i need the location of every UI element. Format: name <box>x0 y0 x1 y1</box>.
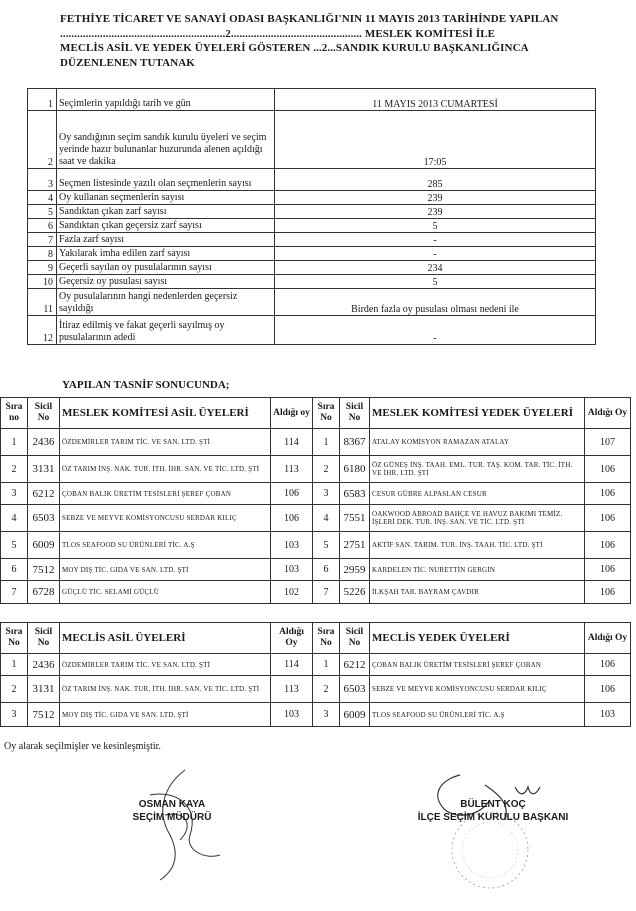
info-row-value: 5 <box>275 219 596 233</box>
row-vote-count: 106 <box>271 505 313 532</box>
election-info-table <box>27 88 596 345</box>
title-line-3: MECLİS ASİL VE YEDEK ÜYELERİ GÖSTEREN ...2...SANDIK KURULU BAŞKANLIĞINCA <box>60 42 529 54</box>
results-header-row <box>1 398 631 429</box>
row-sira: 7 <box>1 581 28 604</box>
results-row <box>1 429 631 456</box>
committee-results-table <box>0 397 631 604</box>
info-row <box>28 261 596 275</box>
row-sicil: 6503 <box>28 505 60 532</box>
row-sicil: 6212 <box>28 483 60 505</box>
info-row-label: Fazla zarf sayısı <box>57 233 275 247</box>
row-sira-2: 3 <box>313 703 340 727</box>
row-vote-count-2: 106 <box>585 483 631 505</box>
info-row-number: 1 <box>28 89 57 111</box>
info-row-label: Sandıktan çıkan zarf sayısı <box>57 205 275 219</box>
row-sira-2: 2 <box>313 676 340 703</box>
row-sicil: 7512 <box>28 559 60 581</box>
signatory-1-name: OSMAN KAYA <box>138 799 206 810</box>
row-member-name-2: ÖZ GÜNEŞ İNŞ. TAAH. EML. TUR. TAŞ. KOM. TAR. TİC. İTH. VE İHR. LTD. ŞTİ <box>370 456 585 483</box>
row-sira: 2 <box>1 676 28 703</box>
info-row <box>28 89 596 111</box>
info-row <box>28 205 596 219</box>
row-member-name-2: OAKWOOD ABROAD BAHÇE VE HAVUZ BAKIMI TEMİZ. İŞLERİ DEK. TUR. İNŞ. SAN. VE TİC. LTD. ŞTİ <box>370 505 585 532</box>
row-member-name: TLOS SEAFOOD SU ÜRÜNLERİ TİC. A.Ş <box>60 532 271 559</box>
header-sicil: Sicil No <box>28 623 60 654</box>
row-vote-count: 106 <box>271 483 313 505</box>
row-vote-count: 114 <box>271 429 313 456</box>
info-row <box>28 275 596 289</box>
row-sicil-2: 5226 <box>340 581 370 604</box>
row-member-name: ÖZDEMİRLER TARIM TİC. VE SAN. LTD. ŞTİ <box>60 429 271 456</box>
info-row-value: 5 <box>275 275 596 289</box>
results-row <box>1 456 631 483</box>
row-sicil-2: 6212 <box>340 654 370 676</box>
info-row-label: İtiraz edilmiş ve fakat geçerli sayılmış oy pusulalarının adedi <box>57 316 275 345</box>
header-sira2: Sıra No <box>313 623 340 654</box>
info-row-label: Yakılarak imha edilen zarf sayısı <box>57 247 275 261</box>
info-row <box>28 233 596 247</box>
info-row-label: Seçmen listesinde yazılı olan seçmenlerin sayısı <box>57 169 275 191</box>
signature-bulent-koc <box>390 765 590 895</box>
row-sira: 1 <box>1 654 28 676</box>
info-row <box>28 316 596 345</box>
results-header-row <box>1 623 631 654</box>
row-vote-count: 103 <box>271 559 313 581</box>
row-sicil: 2436 <box>28 654 60 676</box>
row-member-name-2: CESUR GÜBRE ALPASLAN CESUR <box>370 483 585 505</box>
info-row-label: Geçersiz oy pusulası sayısı <box>57 275 275 289</box>
signatory-1-title: SEÇİM MÜDÜRÜ <box>132 812 212 823</box>
info-row <box>28 169 596 191</box>
row-vote-count-2: 106 <box>585 532 631 559</box>
info-row <box>28 111 596 169</box>
info-row-label: Oy pusulalarının hangi nedenlerden geçersiz sayıldığı <box>57 289 275 316</box>
info-row-number: 12 <box>28 316 57 345</box>
row-vote-count: 113 <box>271 676 313 703</box>
info-row-value: Birden fazla oy pusulası olması nedeni ile <box>275 289 596 316</box>
info-row-label: Seçimlerin yapıldığı tarih ve gün <box>57 89 275 111</box>
header-aldigi: Aldığı oy <box>271 398 313 429</box>
info-row <box>28 191 596 205</box>
header-yedek: MESLEK KOMİTESİ YEDEK ÜYELERİ <box>370 398 585 429</box>
info-row <box>28 219 596 233</box>
row-sira: 6 <box>1 559 28 581</box>
row-sira: 2 <box>1 456 28 483</box>
row-member-name: MOY DIŞ TİC. GIDA VE SAN. LTD. ŞTİ <box>60 703 271 727</box>
header-sira: Sıra no <box>1 398 28 429</box>
row-member-name: SEBZE VE MEYVE KOMİSYONCUSU SERDAR KILIÇ <box>60 505 271 532</box>
info-row-number: 9 <box>28 261 57 275</box>
row-sira: 5 <box>1 532 28 559</box>
info-row-number: 5 <box>28 205 57 219</box>
row-sicil-2: 6583 <box>340 483 370 505</box>
row-vote-count-2: 106 <box>585 505 631 532</box>
info-row-number: 3 <box>28 169 57 191</box>
row-member-name: ÇOBAN BALIK ÜRETİM TESİSLERİ ŞEREF ÇOBAN <box>60 483 271 505</box>
title-line-1: FETHİYE TİCARET VE SANAYİ ODASI BAŞKANLIĞI'NIN 11 MAYIS 2013 TARİHİNDE YAPILAN <box>60 13 559 25</box>
row-sicil-2: 6503 <box>340 676 370 703</box>
info-row-number: 10 <box>28 275 57 289</box>
results-row <box>1 703 631 727</box>
info-row-number: 6 <box>28 219 57 233</box>
info-row-label: Oy kullanan seçmenlerin sayısı <box>57 191 275 205</box>
info-row-value: 234 <box>275 261 596 275</box>
results-row <box>1 483 631 505</box>
row-sicil-2: 2959 <box>340 559 370 581</box>
info-row-value: 239 <box>275 191 596 205</box>
info-row-value: - <box>275 233 596 247</box>
row-sira-2: 7 <box>313 581 340 604</box>
info-row-value: - <box>275 316 596 345</box>
row-member-name: ÖZ TARIM İNŞ. NAK. TUR. İTH. İHR. SAN. VE TİC. LTD. ŞTİ <box>60 456 271 483</box>
info-row-value: 11 MAYIS 2013 CUMARTESİ <box>275 89 596 111</box>
row-member-name-2: İLKŞAH TAR. BAYRAM ÇAVDIR <box>370 581 585 604</box>
row-sicil: 6728 <box>28 581 60 604</box>
row-vote-count-2: 106 <box>585 676 631 703</box>
row-member-name: ÖZ TARIM İNŞ. NAK. TUR. İTH. İHR. SAN. VE TİC. LTD. ŞTİ <box>60 676 271 703</box>
info-row-label: Oy sandığının seçim sandık kurulu üyeleri ve seçim yerinde hazır bulunanlar huzurunda alenen açıldığı saat ve dakika <box>57 111 275 169</box>
info-row-number: 4 <box>28 191 57 205</box>
row-vote-count: 114 <box>271 654 313 676</box>
info-row-label: Geçerli sayılan oy pusulalarının sayısı <box>57 261 275 275</box>
info-row <box>28 289 596 316</box>
row-member-name-2: AKTİF SAN. TARIM. TUR. İNŞ. TAAH. TİC. LTD. ŞTİ <box>370 532 585 559</box>
results-row <box>1 532 631 559</box>
results-row <box>1 505 631 532</box>
header-aldigi2: Aldığı Oy <box>585 623 631 654</box>
row-sicil-2: 2751 <box>340 532 370 559</box>
info-row-value: - <box>275 247 596 261</box>
row-sira-2: 3 <box>313 483 340 505</box>
document-title <box>60 12 630 70</box>
row-sira-2: 6 <box>313 559 340 581</box>
signatory-2-name: BÜLENT KOÇ <box>460 799 526 810</box>
result-note: Oy alarak seçilmişler ve kesinleşmiştir. <box>4 741 161 752</box>
header-sira2: Sıra No <box>313 398 340 429</box>
row-sicil: 2436 <box>28 429 60 456</box>
header-aldigi: Aldığı Oy <box>271 623 313 654</box>
info-row-number: 2 <box>28 111 57 169</box>
row-member-name-2: TLOS SEAFOOD SU ÜRÜNLERİ TİC. A.Ş <box>370 703 585 727</box>
row-sira-2: 4 <box>313 505 340 532</box>
row-sicil-2: 7551 <box>340 505 370 532</box>
row-vote-count-2: 106 <box>585 581 631 604</box>
row-sicil: 6009 <box>28 532 60 559</box>
row-sira-2: 1 <box>313 429 340 456</box>
info-row-number: 8 <box>28 247 57 261</box>
signatory-1 <box>112 798 232 824</box>
row-sira-2: 5 <box>313 532 340 559</box>
title-line-2: ..........................................................2.............................................. MESLEK KOMİTESİ İLE <box>60 27 496 40</box>
row-vote-count: 103 <box>271 532 313 559</box>
header-sicil2: Sicil No <box>340 398 370 429</box>
header-yedek: MECLİS YEDEK ÜYELERİ <box>370 623 585 654</box>
header-sira: Sıra No <box>1 623 28 654</box>
signatory-2-title: İLÇE SEÇİM KURULU BAŞKANI <box>417 812 569 823</box>
info-row <box>28 247 596 261</box>
results-row <box>1 676 631 703</box>
info-row-number: 7 <box>28 233 57 247</box>
row-member-name: MOY DIŞ TİC. GIDA VE SAN. LTD. ŞTİ <box>60 559 271 581</box>
row-sicil: 7512 <box>28 703 60 727</box>
row-sira: 1 <box>1 429 28 456</box>
row-vote-count: 102 <box>271 581 313 604</box>
header-aldigi2: Aldığı Oy <box>585 398 631 429</box>
row-vote-count: 113 <box>271 456 313 483</box>
row-member-name: ÖZDEMİRLER TARIM TİC. VE SAN. LTD. ŞTİ <box>60 654 271 676</box>
header-asil: MESLEK KOMİTESİ ASİL ÜYELERİ <box>60 398 271 429</box>
row-sira: 4 <box>1 505 28 532</box>
row-vote-count-2: 103 <box>585 703 631 727</box>
info-row-label: Sandıktan çıkan geçersiz zarf sayısı <box>57 219 275 233</box>
council-results-table <box>0 622 631 727</box>
header-sicil: Sicil No <box>28 398 60 429</box>
row-member-name-2: SEBZE VE MEYVE KOMİSYONCUSU SERDAR KILIÇ <box>370 676 585 703</box>
row-sicil-2: 6180 <box>340 456 370 483</box>
info-row-value: 239 <box>275 205 596 219</box>
info-row-value: 17:05 <box>275 111 596 169</box>
row-sicil: 3131 <box>28 456 60 483</box>
row-member-name: GÜÇLÜ TİC. SELAMİ GÜÇLÜ <box>60 581 271 604</box>
tasnif-heading: YAPILAN TASNİF SONUCUNDA; <box>62 379 230 391</box>
row-sicil-2: 8367 <box>340 429 370 456</box>
row-member-name-2: ÇOBAN BALIK ÜRETİM TESİSLERİ ŞEREF ÇOBAN <box>370 654 585 676</box>
row-vote-count-2: 106 <box>585 654 631 676</box>
signatory-2 <box>403 798 583 824</box>
row-vote-count-2: 106 <box>585 456 631 483</box>
header-sicil2: Sicil No <box>340 623 370 654</box>
row-member-name-2: ATALAY KOMİSYON RAMAZAN ATALAY <box>370 429 585 456</box>
row-sira-2: 2 <box>313 456 340 483</box>
row-sira: 3 <box>1 483 28 505</box>
row-sira-2: 1 <box>313 654 340 676</box>
row-vote-count: 103 <box>271 703 313 727</box>
row-vote-count-2: 106 <box>585 559 631 581</box>
signature-osman-kaya <box>130 765 240 885</box>
info-row-number: 11 <box>28 289 57 316</box>
row-sira: 3 <box>1 703 28 727</box>
row-vote-count-2: 107 <box>585 429 631 456</box>
results-row <box>1 581 631 604</box>
row-sicil: 3131 <box>28 676 60 703</box>
title-line-4: DÜZENLENEN TUTANAK <box>60 56 195 69</box>
results-row <box>1 654 631 676</box>
header-asil: MECLİS ASİL ÜYELERİ <box>60 623 271 654</box>
info-row-value: 285 <box>275 169 596 191</box>
results-row <box>1 559 631 581</box>
row-member-name-2: KARDELEN TİC. NURETTİN GERGİN <box>370 559 585 581</box>
row-sicil-2: 6009 <box>340 703 370 727</box>
